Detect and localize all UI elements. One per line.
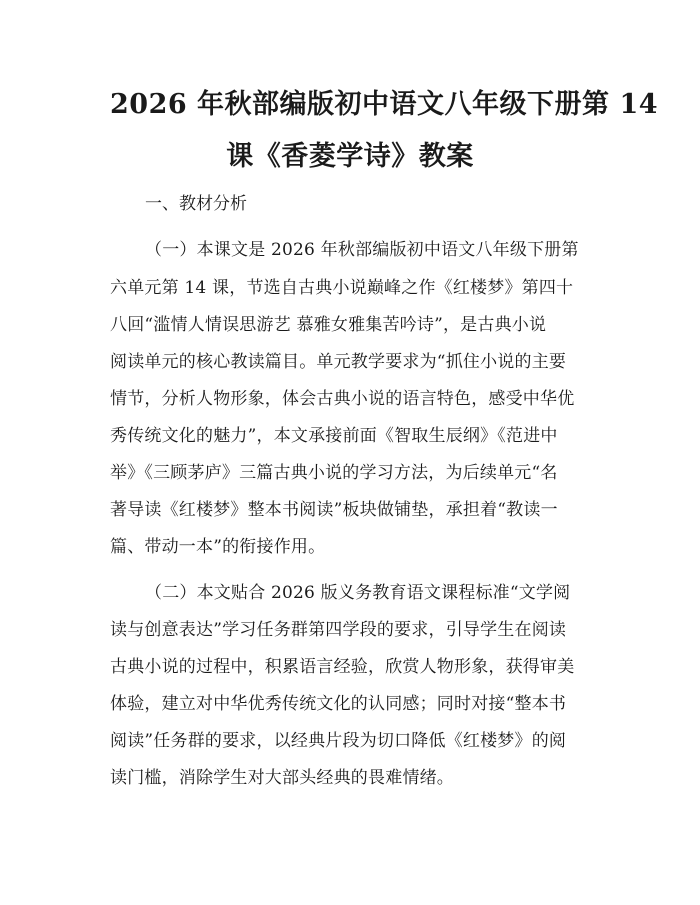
paragraph-2-line-4: 体验，建立对中华优秀传统文化的认同感；同时对接“整本书 xyxy=(110,694,567,714)
paragraph-1-line-8: 著导读《红楼梦》整本书阅读”板块做铺垫，承担着“教读一 xyxy=(110,500,558,520)
paragraph-2-line-6: 读门槛，消除学生对大部头经典的畏难情绪。 xyxy=(110,768,454,788)
document-title-line-1: 2026 年秋部编版初中语文八年级下册第 14 xyxy=(110,89,659,120)
paragraph-1-line-2: 六单元第 14 课，节选自古典小说巅峰之作《红楼梦》第四十 xyxy=(110,278,574,298)
paragraph-2-line-3: 古典小说的过程中，积累语言经验，欣赏人物形象，获得审美 xyxy=(110,657,575,677)
paragraph-2-line-2: 读与创意表达”学习任务群第四学段的要求，引导学生在阅读 xyxy=(110,620,567,640)
paragraph-1-line-7: 举》《三顾茅庐》三篇古典小说的学习方法，为后续单元“名 xyxy=(110,463,558,483)
paragraph-1-line-3: 八回“滥情人情误思游艺 慕雅女雅集苦吟诗”，是古典小说 xyxy=(110,315,547,335)
paragraph-1-line-6: 秀传统文化的魅力”，本文承接前面《智取生辰纲》《范进中 xyxy=(110,426,558,446)
paragraph-1-line-4: 阅读单元的核心教读篇目。单元教学要求为“抓住小说的主要 xyxy=(110,352,567,372)
section-heading: 一、教材分析 xyxy=(145,194,247,214)
document-title-line-2: 课《香菱学诗》教案 xyxy=(226,141,474,172)
paragraph-1-line-5: 情节，分析人物形象，体会古典小说的语言特色，感受中华优 xyxy=(110,389,575,409)
paragraph-2-line-5: 阅读”任务群的要求，以经典片段为切口降低《红楼梦》的阅 xyxy=(110,731,567,751)
paragraph-1-line-1: （一）本课文是 2026 年秋部编版初中语文八年级下册第 xyxy=(145,240,579,260)
paragraph-1-line-9: 篇、带动一本”的衔接作用。 xyxy=(110,537,326,557)
paragraph-2-line-1: （二）本文贴合 2026 版义务教育语文课程标准“文学阅 xyxy=(145,583,571,603)
